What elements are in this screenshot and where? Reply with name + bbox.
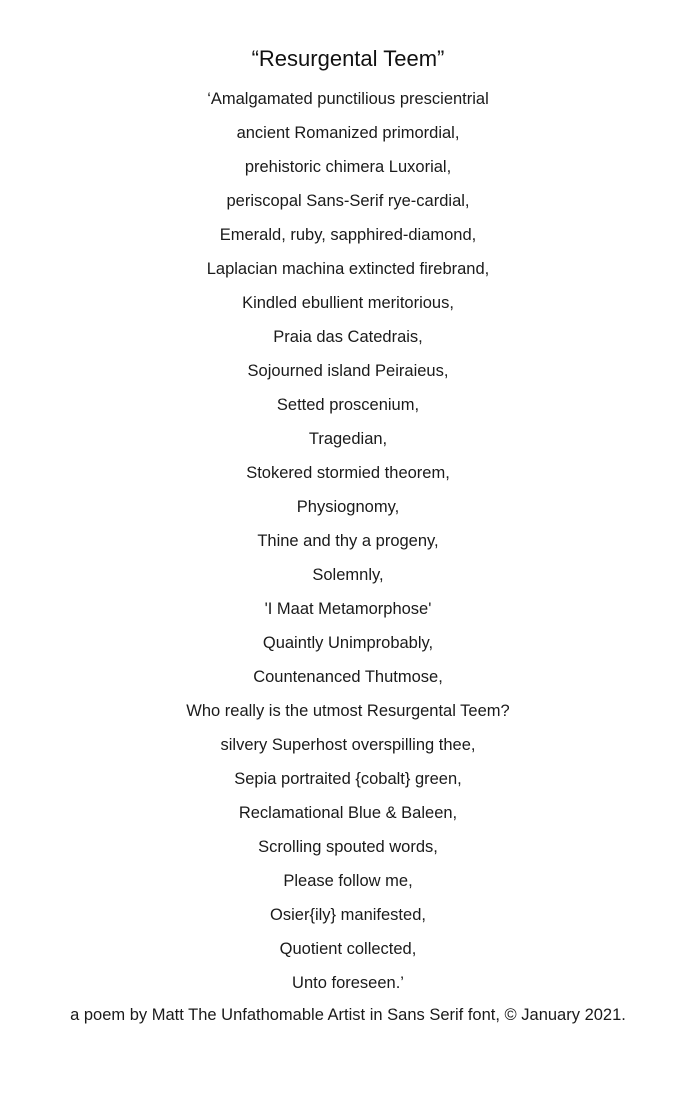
poem-line: Reclamational Blue & Baleen, — [238, 804, 458, 822]
poem-title: “Resurgental Teem” — [251, 46, 445, 71]
poem-lines — [0, 84, 696, 1002]
poem-line: Quotient collected, — [279, 940, 417, 958]
poem-line: Solemnly, — [312, 566, 384, 584]
poem-line: Sojourned island Peiraieus, — [247, 362, 449, 380]
poem-line: Tragedian, — [308, 430, 388, 448]
poem-line: ancient Romanized primordial, — [236, 124, 460, 142]
poem-line: Praia das Catedrais, — [273, 328, 423, 346]
poem-line: Physiognomy, — [296, 498, 400, 516]
poem-line: Emerald, ruby, sapphired-diamond, — [219, 226, 477, 244]
poem-line: Laplacian machina extincted firebrand, — [206, 260, 490, 278]
poem-line: Setted proscenium, — [276, 396, 420, 414]
poem-line: Sepia portraited {cobalt} green, — [234, 770, 462, 788]
poem-line: Stokered stormied theorem, — [246, 464, 450, 482]
poem-line: Please follow me, — [283, 872, 413, 890]
poem-line: Quaintly Unimprobably, — [262, 634, 434, 652]
poem-line: Scrolling spouted words, — [258, 838, 438, 856]
poem-line: Kindled ebullient meritorious, — [242, 294, 454, 312]
poem-credit: a poem by Matt The Unfathomable Artist in Sans Serif font, © January 2021. — [70, 1006, 626, 1024]
poem-line: Countenanced Thutmose, — [253, 668, 443, 686]
poem-line: Unto foreseen.’ — [292, 974, 404, 992]
poem-line: Osier{ily} manifested, — [270, 906, 426, 924]
poem-line: 'I Maat Metamorphose' — [264, 600, 432, 618]
poem-line: ‘Amalgamated punctilious prescientrial — [207, 90, 489, 108]
poem-line: periscopal Sans-Serif rye-cardial, — [226, 192, 470, 210]
poem-line: Who really is the utmost Resurgental Teem? — [186, 702, 510, 720]
poem-line: prehistoric chimera Luxorial, — [244, 158, 452, 176]
poem-line: Thine and thy a progeny, — [257, 532, 439, 550]
poem-line: silvery Superhost overspilling thee, — [220, 736, 476, 754]
